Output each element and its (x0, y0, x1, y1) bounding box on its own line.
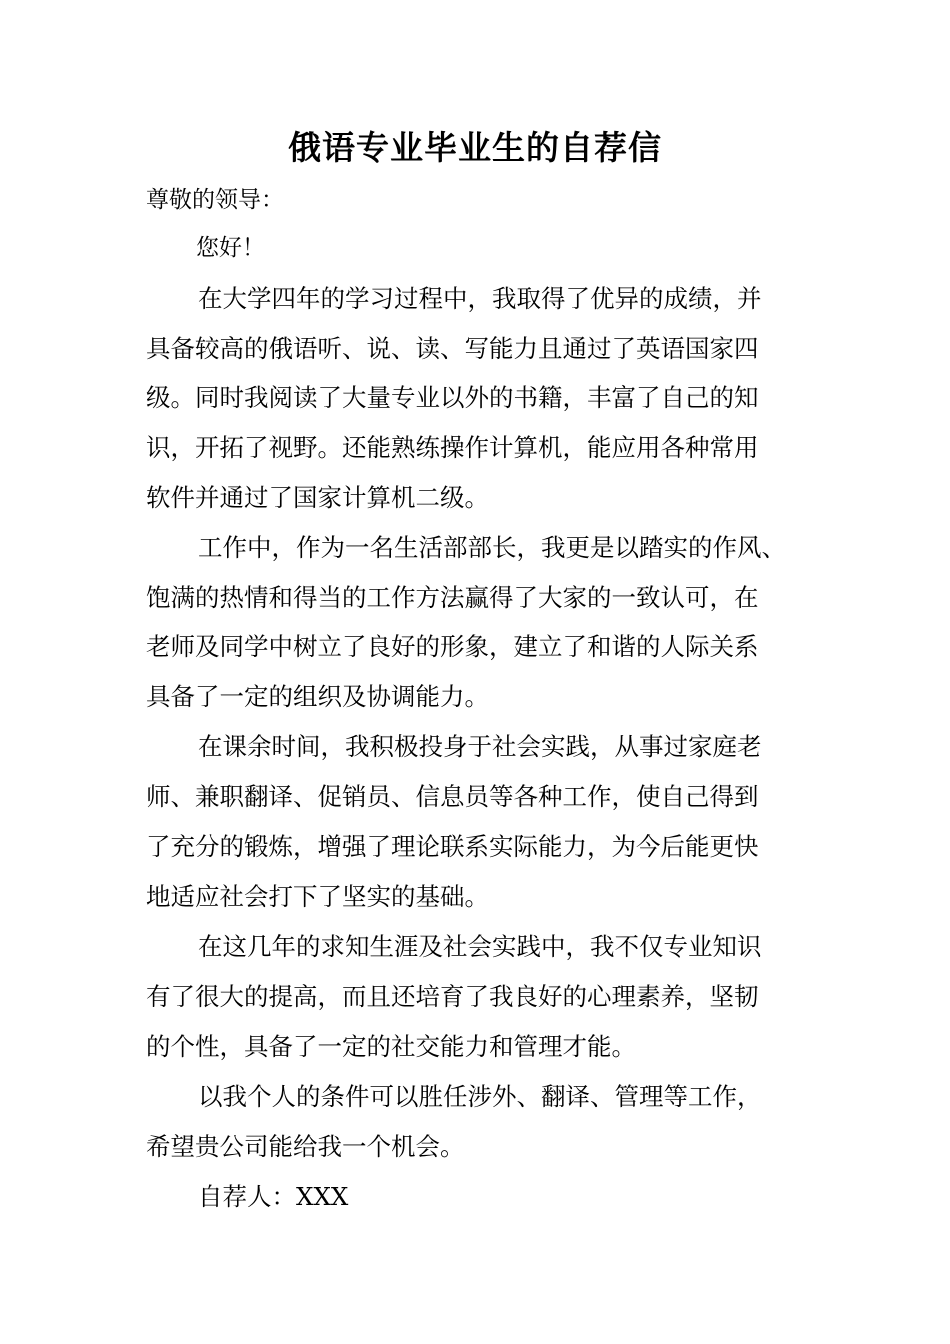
body-line: 师、兼职翻译、促销员、信息员等各种工作，使自己得到 (146, 782, 759, 811)
body-line: 工作中，作为一名生活部部长，我更是以踏实的作风、 (198, 533, 786, 562)
body-line: 老师及同学中树立了良好的形象，建立了和谐的人际关系 (146, 632, 759, 661)
body-line: 在课余时间，我积极投身于社会实践，从事过家庭老 (198, 732, 762, 761)
body-line: 在大学四年的学习过程中，我取得了优异的成绩，并 (198, 284, 762, 313)
body-line: 希望贵公司能给我一个机会。 (146, 1132, 465, 1161)
body-line: 以我个人的条件可以胜任涉外、翻译、管理等工作， (198, 1082, 762, 1111)
body-line: 的个性，具备了一定的社交能力和管理才能。 (146, 1032, 636, 1061)
greeting: 您好！ (196, 235, 265, 261)
body-line: 有了很大的提高，而且还培育了我良好的心理素养，坚韧 (146, 982, 759, 1011)
document-title: 俄语专业毕业生的自荐信 (288, 128, 662, 167)
body-line: 饱满的热情和得当的工作方法赢得了大家的一致认可，在 (146, 583, 759, 612)
body-line: 地适应社会打下了坚实的基础。 (146, 882, 489, 911)
body-line: 了充分的锻炼，增强了理论联系实际能力，为今后能更快 (146, 832, 759, 861)
body-line: 具备较高的俄语听、说、读、写能力且通过了英语国家四 (146, 334, 759, 363)
body-line: 具备了一定的组织及协调能力。 (146, 682, 489, 711)
signature-line: 自荐人：XXX (198, 1182, 349, 1211)
salutation: 尊敬的领导： (146, 187, 284, 213)
body-line: 软件并通过了国家计算机二级。 (146, 483, 489, 512)
body-line: 识，开拓了视野。还能熟练操作计算机，能应用各种常用 (146, 433, 759, 462)
body-line: 在这几年的求知生涯及社会实践中，我不仅专业知识 (198, 932, 762, 961)
body-line: 级。同时我阅读了大量专业以外的书籍，丰富了自己的知 (146, 383, 759, 412)
